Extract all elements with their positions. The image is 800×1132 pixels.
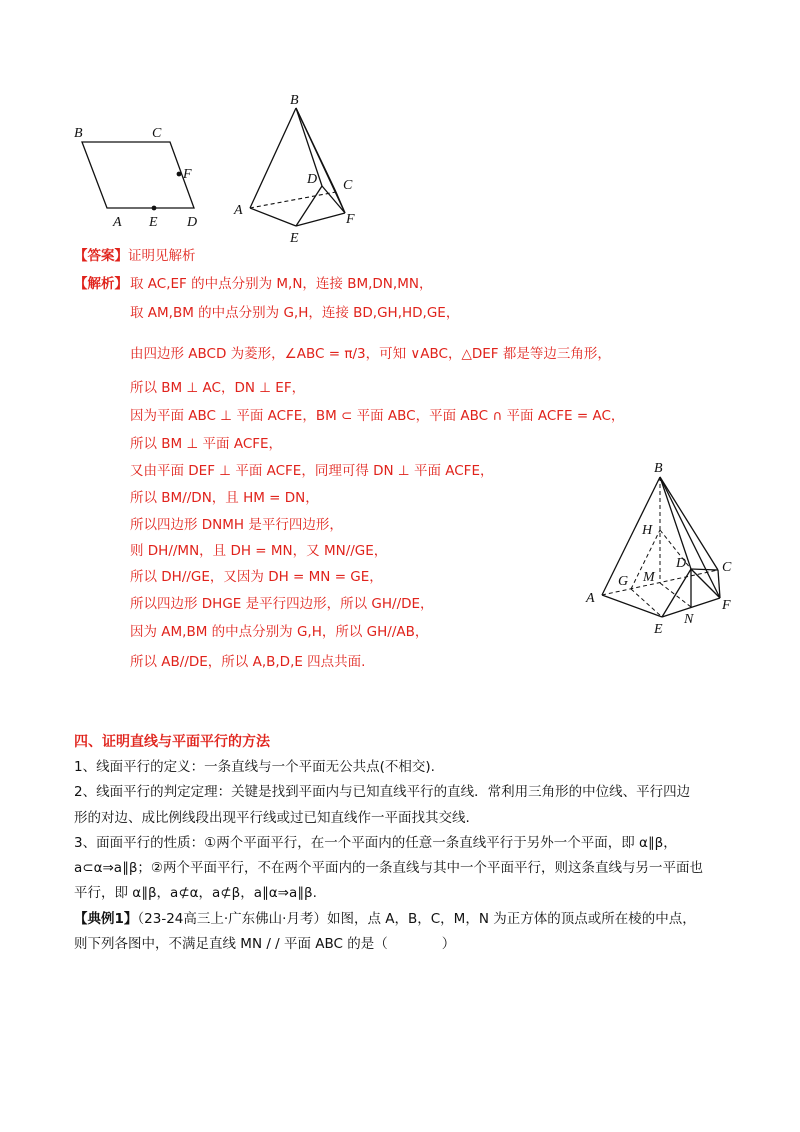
label-D: D (676, 556, 687, 571)
section-title: 四、证明直线与平面平行的方法 (74, 734, 270, 750)
label-B: B (74, 126, 83, 141)
label-E: E (149, 215, 158, 230)
label-F: F (183, 167, 192, 182)
answer-line (74, 246, 196, 266)
label-E: E (290, 231, 299, 246)
rhombus-figure (66, 120, 216, 230)
example-line-1 (74, 909, 696, 929)
label-H: H (642, 523, 653, 538)
analysis-line-9: 所以四边形 DNMH 是平行四边形， (130, 517, 343, 533)
analysis-line-12: 所以四边形 DHGE 是平行四边形，所以 GH//DE， (130, 596, 434, 612)
label-A: A (234, 203, 243, 218)
answer-text: 证明见解析 (128, 248, 196, 264)
paragraph-2: 2、线面平行的判定定理：关键是找到平面内与已知直线平行的直线．常利用三角形的中位线、平行四边 (74, 784, 691, 800)
label-D: D (307, 172, 318, 187)
construction-figure (580, 455, 740, 635)
label-F: F (346, 212, 355, 227)
paragraph-3c: 平行，即 α∥β，a⊄α，a⊄β，a∥α⇒a∥β. (74, 885, 317, 901)
label-G: G (618, 574, 629, 589)
analysis-line-3: 由四边形 ABCD 为菱形，∠ABC = π/3，可知 ∨ABC，△DEF 都是等边三角形， (130, 346, 611, 362)
paragraph-3: 3、面面平行的性质：①两个平面平行，在一个平面内的任意一条直线平行于另外一个平面，即 α∥β， (74, 835, 677, 851)
analysis-line-4: 所以 BM ⊥ AC，DN ⊥ EF， (130, 380, 306, 396)
paragraph-2b: 形的对边、成比例线段出现平行线或过已知直线作一平面找其交线. (74, 810, 470, 826)
paragraph-1: 1、线面平行的定义：一条直线与一个平面无公共点(不相交). (74, 759, 435, 775)
analysis-line-6: 所以 BM ⊥ 平面 ACFE， (130, 436, 283, 452)
analysis-line-10: 则 DH//MN，且 DH = MN，又 MN//GE， (130, 543, 388, 559)
analysis-line-2: 取 AM,BM 的中点分别为 G,H，连接 BD,GH,HD,GE， (130, 305, 460, 321)
analysis-line-7: 又由平面 DEF ⊥ 平面 ACFE，同理可得 DN ⊥ 平面 ACFE， (130, 463, 494, 479)
label-A: A (586, 591, 595, 606)
label-B: B (290, 93, 299, 108)
analysis-tag: 【解析】 (74, 276, 128, 292)
label-C: C (152, 126, 162, 141)
analysis-line-8: 所以 BM//DN，且 HM = DN， (130, 490, 319, 506)
answer-tag: 【答案】 (74, 248, 128, 264)
example-tag: 【典例1】 (74, 911, 138, 927)
label-B: B (654, 461, 663, 476)
label-M: M (643, 570, 655, 585)
label-F: F (722, 598, 731, 613)
analysis-line-14: 所以 AB//DE，所以 A,B,D,E 四点共面. (130, 654, 366, 670)
example-text-1: （23-24高三上·广东佛山·月考）如图，点 A，B，C，M，N 为正方体的顶点或所在棱的中点， (137, 911, 696, 927)
analysis-line-11: 所以 DH//GE，又因为 DH = MN = GE， (130, 569, 383, 585)
label-A: A (113, 215, 122, 230)
label-E: E (654, 622, 663, 635)
label-C: C (343, 178, 353, 193)
pyramid-figure (228, 90, 378, 250)
label-C: C (722, 560, 732, 575)
label-D: D (187, 215, 198, 230)
analysis-line-1: 取 AC,EF 的中点分别为 M,N，连接 BM,DN,MN， (130, 276, 433, 292)
analysis-line-5: 因为平面 ABC ⊥ 平面 ACFE，BM ⊂ 平面 ABC，平面 ABC ∩ 平面 ACFE = AC， (130, 408, 625, 424)
analysis-line-13: 因为 AM,BM 的中点分别为 G,H，所以 GH//AB， (130, 624, 429, 640)
label-N: N (684, 612, 694, 627)
paragraph-3b: a⊂α⇒a∥β；②两个平面平行，不在两个平面内的一条直线与其中一个平面平行，则这条直线与另一平面也 (74, 860, 704, 876)
example-line-2: 则下列各图中，不满足直线 MN / / 平面 ABC 的是（ ） (74, 936, 456, 952)
